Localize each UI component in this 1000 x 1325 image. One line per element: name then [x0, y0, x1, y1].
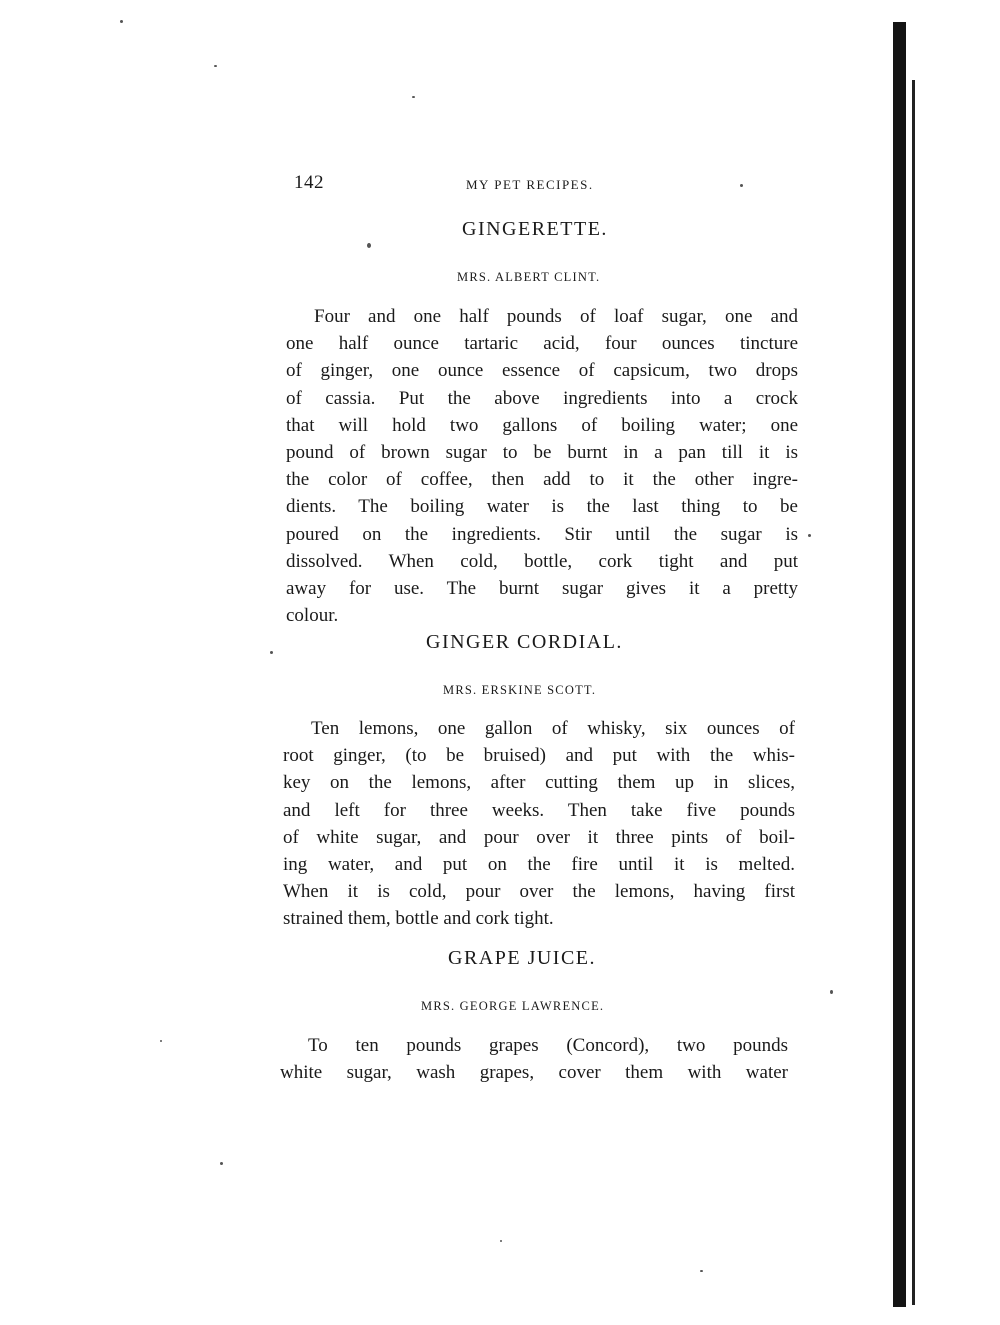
- recipe-line: Four and one half pounds of loaf sugar, one and: [314, 306, 798, 327]
- recipe-line: root ginger, (to be bruised) and put with the whis-: [283, 745, 795, 767]
- binding-shadow: [893, 22, 906, 1307]
- ink-speck: [270, 651, 273, 654]
- running-header: [294, 172, 804, 196]
- ink-speck: [220, 1162, 223, 1165]
- ink-speck: [808, 534, 811, 537]
- recipe-line: key on the lemons, after cutting them up in slices,: [283, 772, 795, 794]
- recipe-body: [286, 303, 798, 629]
- recipe-line: away for use. The burnt sugar gives it a pretty: [286, 578, 798, 600]
- ink-speck: [700, 1270, 703, 1272]
- recipe-line: poured on the ingredients. Stir until the sugar is: [286, 523, 798, 545]
- recipe-line: of white sugar, and pour over it three pints of boil-: [283, 826, 795, 848]
- ink-speck: [120, 20, 123, 23]
- recipe-line: To ten pounds grapes (Concord), two pounds: [308, 1035, 788, 1056]
- page-number: 142: [294, 172, 324, 193]
- recipe-title: GINGER CORDIAL.: [426, 631, 623, 653]
- recipe-line: one half ounce tartaric acid, four ounces tincture: [286, 333, 798, 355]
- recipe-line: of cassia. Put the above ingredients into a crock: [286, 387, 798, 409]
- ink-speck: [412, 96, 415, 98]
- ink-speck: [214, 65, 217, 67]
- ink-speck: [367, 243, 371, 248]
- recipe-title: GINGERETTE.: [462, 218, 608, 240]
- recipe-author: MRS. GEORGE LAWRENCE.: [421, 999, 605, 1013]
- recipe-line: that will hold two gallons of boiling water; one: [286, 414, 798, 436]
- ink-speck: [160, 1040, 162, 1042]
- recipe-line: strained them, bottle and cork tight.: [283, 908, 554, 930]
- ink-speck: [500, 1240, 502, 1242]
- recipe-body: [283, 715, 795, 933]
- running-title: MY PET RECIPES.: [466, 177, 594, 192]
- recipe-line: Ten lemons, one gallon of whisky, six ounces of: [311, 718, 795, 739]
- recipe-line: white sugar, wash grapes, cover them with water: [280, 1062, 788, 1084]
- recipe-title: GRAPE JUICE.: [448, 947, 597, 969]
- recipe-line: colour.: [286, 605, 339, 627]
- recipe-body: [280, 1032, 788, 1086]
- recipe-line: ing water, and put on the fire until it is melted.: [283, 854, 795, 876]
- recipe-line: pound of brown sugar to be burnt in a pan till it is: [286, 442, 798, 464]
- binding-edge-line: [912, 80, 915, 1305]
- recipe-line: of ginger, one ounce essence of capsicum, two drops: [286, 360, 798, 382]
- recipe-author: MRS. ALBERT CLINT.: [457, 270, 601, 284]
- recipe-line: When it is cold, pour over the lemons, having first: [283, 881, 795, 903]
- recipe-line: and left for three weeks. Then take five pounds: [283, 799, 795, 821]
- recipe-line: dients. The boiling water is the last thing to be: [286, 496, 798, 518]
- recipe-line: the color of coffee, then add to it the other ingre-: [286, 469, 798, 491]
- ink-speck: [830, 990, 833, 994]
- recipe-author: MRS. ERSKINE SCOTT.: [443, 683, 597, 697]
- recipe-line: dissolved. When cold, bottle, cork tight and put: [286, 550, 798, 572]
